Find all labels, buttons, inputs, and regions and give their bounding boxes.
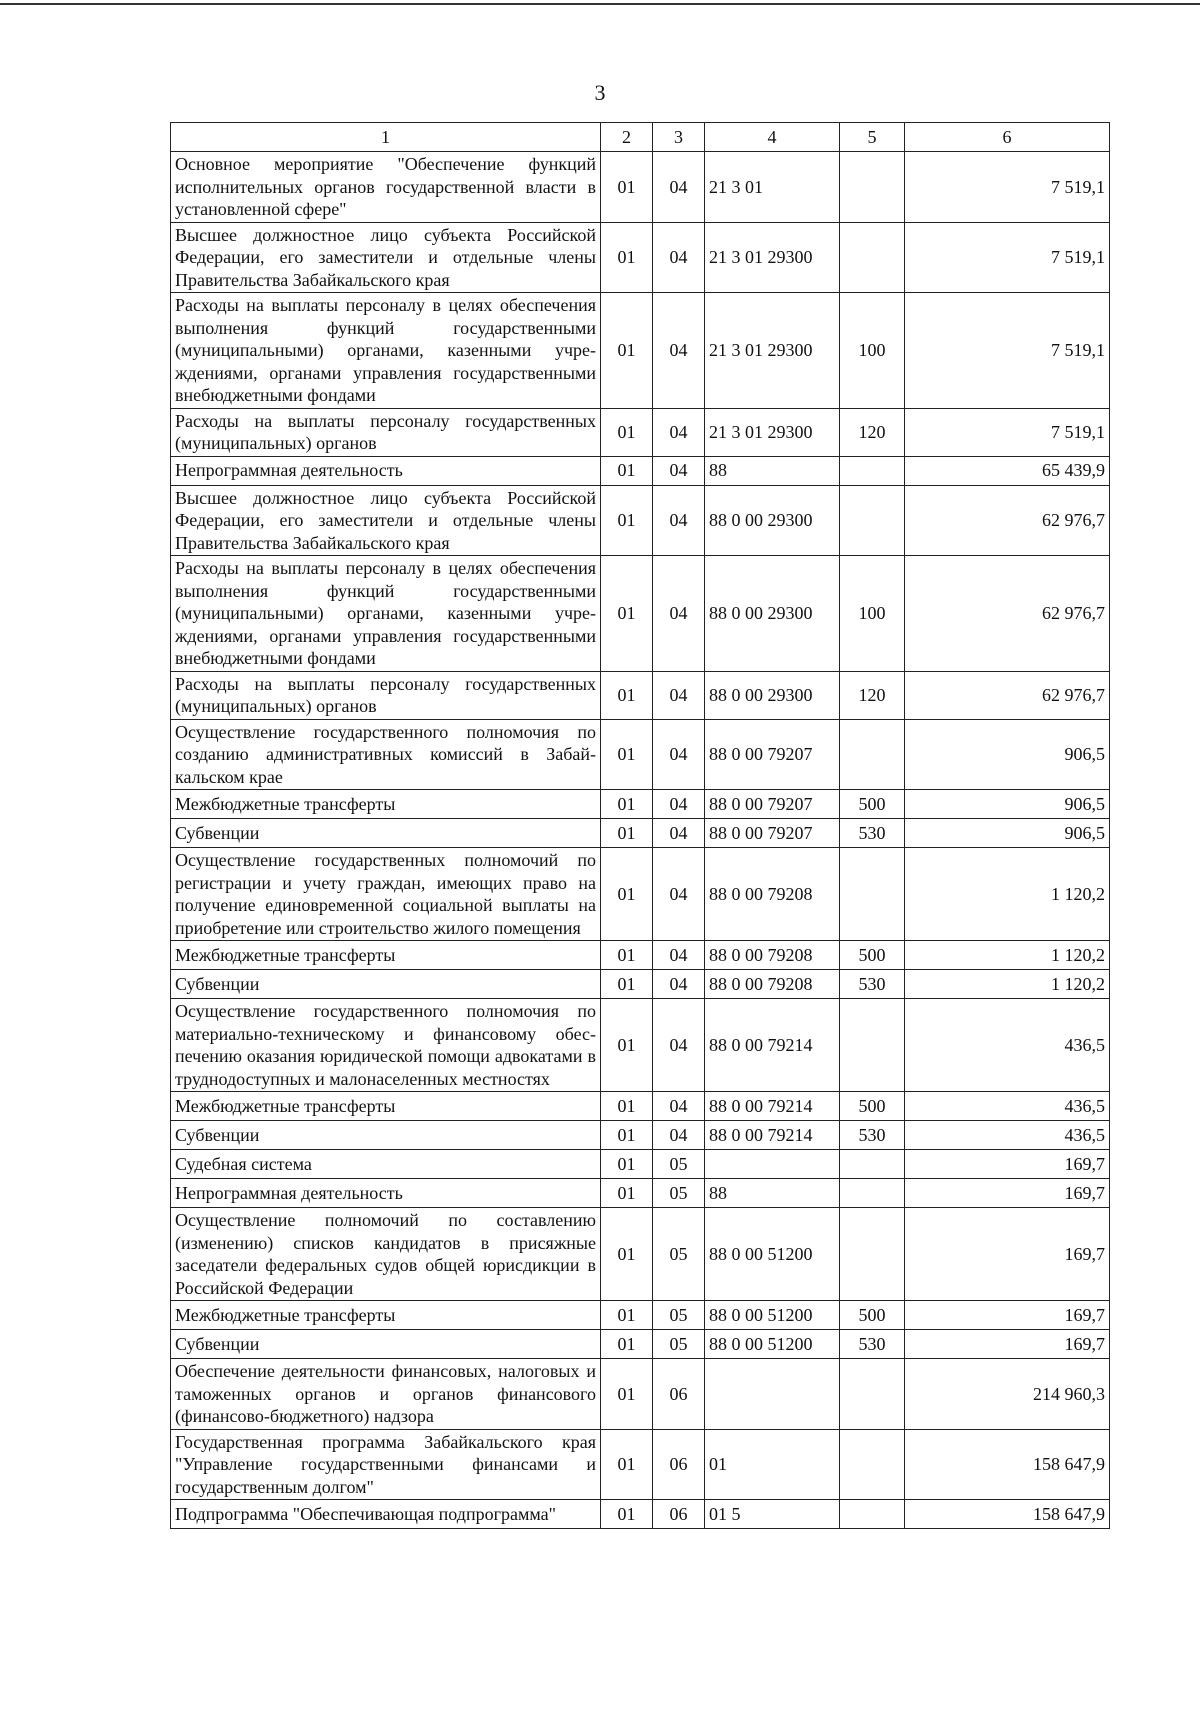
target-article-cell: 88 0 00 79207 bbox=[705, 790, 840, 819]
expense-type-cell bbox=[840, 1208, 905, 1301]
amount-cell: 169,7 bbox=[905, 1150, 1110, 1179]
section-cell: 01 bbox=[601, 1121, 653, 1150]
subsection-cell: 04 bbox=[653, 970, 705, 999]
section-cell: 01 bbox=[601, 1429, 653, 1500]
table-row bbox=[171, 1359, 1110, 1430]
subsection-cell: 06 bbox=[653, 1500, 705, 1529]
table-row bbox=[171, 999, 1110, 1092]
row-name-cell: Субвенции bbox=[171, 1330, 601, 1359]
subsection-cell: 04 bbox=[653, 719, 705, 790]
section-cell: 01 bbox=[601, 941, 653, 970]
table-row bbox=[171, 1092, 1110, 1121]
section-cell: 01 bbox=[601, 671, 653, 719]
expense-type-cell: 500 bbox=[840, 790, 905, 819]
section-cell: 01 bbox=[601, 1359, 653, 1430]
column-header-3: 3 bbox=[653, 123, 705, 152]
section-cell: 01 bbox=[601, 1092, 653, 1121]
section-cell: 01 bbox=[601, 1150, 653, 1179]
row-name-cell: Субвенции bbox=[171, 970, 601, 999]
table-row bbox=[171, 719, 1110, 790]
table-row bbox=[171, 222, 1110, 293]
row-name-cell: Основное мероприятие "Обеспечение функций исполнительных органов государственной власти в установленной сфере" bbox=[171, 152, 601, 223]
amount-cell: 436,5 bbox=[905, 999, 1110, 1092]
expense-type-cell bbox=[840, 456, 905, 485]
target-article-cell: 88 0 00 79207 bbox=[705, 819, 840, 848]
target-article-cell: 21 3 01 bbox=[705, 152, 840, 223]
target-article-cell: 88 0 00 29300 bbox=[705, 671, 840, 719]
section-cell: 01 bbox=[601, 152, 653, 223]
expense-type-cell: 530 bbox=[840, 970, 905, 999]
section-cell: 01 bbox=[601, 293, 653, 409]
row-name-cell: Осуществление государственного полномочия по созданию административных комиссий в Забайкальском крае bbox=[171, 719, 601, 790]
amount-cell: 158 647,9 bbox=[905, 1500, 1110, 1529]
row-name-cell: Высшее должностное лицо субъекта Российской Федерации, его заместители и отдельные члены Правительства Забайкальского края bbox=[171, 485, 601, 556]
column-header-5: 5 bbox=[840, 123, 905, 152]
expense-type-cell bbox=[840, 485, 905, 556]
table-row bbox=[171, 556, 1110, 672]
subsection-cell: 04 bbox=[653, 819, 705, 848]
row-name-cell: Межбюджетные трансферты bbox=[171, 1092, 601, 1121]
section-cell: 01 bbox=[601, 999, 653, 1092]
page-number: 3 bbox=[594, 80, 606, 105]
amount-cell: 214 960,3 bbox=[905, 1359, 1110, 1430]
table-row bbox=[171, 485, 1110, 556]
subsection-cell: 04 bbox=[653, 485, 705, 556]
target-article-cell: 88 bbox=[705, 456, 840, 485]
subsection-cell: 04 bbox=[653, 456, 705, 485]
section-cell: 01 bbox=[601, 1179, 653, 1208]
section-cell: 01 bbox=[601, 1208, 653, 1301]
section-cell: 01 bbox=[601, 1500, 653, 1529]
row-name-cell: Непрограммная деятельность bbox=[171, 456, 601, 485]
expense-type-cell: 530 bbox=[840, 1330, 905, 1359]
expense-type-cell bbox=[840, 1150, 905, 1179]
table-row bbox=[171, 671, 1110, 719]
amount-cell: 7 519,1 bbox=[905, 408, 1110, 456]
amount-cell: 906,5 bbox=[905, 819, 1110, 848]
subsection-cell: 04 bbox=[653, 848, 705, 941]
subsection-cell: 05 bbox=[653, 1179, 705, 1208]
amount-cell: 62 976,7 bbox=[905, 485, 1110, 556]
column-header-6: 6 bbox=[905, 123, 1110, 152]
row-name-cell: Осуществление государственного полномочия по материально-техническому и финансовому обеспечению оказания юридической помощи адвокатами в труднодоступных и малонаселенных местностях bbox=[171, 999, 601, 1092]
subsection-cell: 04 bbox=[653, 222, 705, 293]
subsection-cell: 04 bbox=[653, 1092, 705, 1121]
target-article-cell: 88 0 00 29300 bbox=[705, 556, 840, 672]
expense-type-cell bbox=[840, 152, 905, 223]
expense-type-cell: 120 bbox=[840, 671, 905, 719]
amount-cell: 906,5 bbox=[905, 790, 1110, 819]
subsection-cell: 04 bbox=[653, 671, 705, 719]
target-article-cell: 88 0 00 79214 bbox=[705, 1121, 840, 1150]
expense-type-cell: 500 bbox=[840, 1092, 905, 1121]
row-name-cell: Межбюджетные трансферты bbox=[171, 941, 601, 970]
section-cell: 01 bbox=[601, 1330, 653, 1359]
header-row bbox=[171, 123, 1110, 152]
expense-type-cell: 100 bbox=[840, 556, 905, 672]
expense-type-cell bbox=[840, 222, 905, 293]
scan-top-edge bbox=[0, 3, 1200, 5]
target-article-cell: 88 0 00 79208 bbox=[705, 970, 840, 999]
table-row bbox=[171, 1330, 1110, 1359]
amount-cell: 436,5 bbox=[905, 1121, 1110, 1150]
target-article-cell: 88 0 00 79214 bbox=[705, 999, 840, 1092]
table-row bbox=[171, 1500, 1110, 1529]
target-article-cell bbox=[705, 1359, 840, 1430]
target-article-cell: 88 0 00 79208 bbox=[705, 848, 840, 941]
amount-cell: 7 519,1 bbox=[905, 293, 1110, 409]
table-row bbox=[171, 408, 1110, 456]
expense-type-cell bbox=[840, 1429, 905, 1500]
section-cell: 01 bbox=[601, 485, 653, 556]
target-article-cell: 88 0 00 51200 bbox=[705, 1301, 840, 1330]
section-cell: 01 bbox=[601, 719, 653, 790]
row-name-cell: Субвенции bbox=[171, 819, 601, 848]
section-cell: 01 bbox=[601, 556, 653, 672]
subsection-cell: 05 bbox=[653, 1208, 705, 1301]
amount-cell: 1 120,2 bbox=[905, 848, 1110, 941]
section-cell: 01 bbox=[601, 222, 653, 293]
row-name-cell: Непрограммная деятельность bbox=[171, 1179, 601, 1208]
table-row bbox=[171, 1121, 1110, 1150]
target-article-cell: 21 3 01 29300 bbox=[705, 293, 840, 409]
subsection-cell: 04 bbox=[653, 293, 705, 409]
expense-type-cell: 500 bbox=[840, 1301, 905, 1330]
section-cell: 01 bbox=[601, 456, 653, 485]
table-row bbox=[171, 152, 1110, 223]
amount-cell: 169,7 bbox=[905, 1301, 1110, 1330]
amount-cell: 158 647,9 bbox=[905, 1429, 1110, 1500]
subsection-cell: 06 bbox=[653, 1359, 705, 1430]
target-article-cell: 88 bbox=[705, 1179, 840, 1208]
row-name-cell: Высшее должностное лицо субъекта Российской Федерации, его заместители и отдельные члены Правительства Забайкальского края bbox=[171, 222, 601, 293]
target-article-cell: 88 0 00 29300 bbox=[705, 485, 840, 556]
table-row bbox=[171, 1301, 1110, 1330]
expense-type-cell: 100 bbox=[840, 293, 905, 409]
expense-type-cell bbox=[840, 1500, 905, 1529]
row-name-cell: Субвенции bbox=[171, 1121, 601, 1150]
target-article-cell: 88 0 00 51200 bbox=[705, 1330, 840, 1359]
table-row bbox=[171, 456, 1110, 485]
amount-cell: 7 519,1 bbox=[905, 152, 1110, 223]
subsection-cell: 04 bbox=[653, 556, 705, 672]
section-cell: 01 bbox=[601, 408, 653, 456]
amount-cell: 169,7 bbox=[905, 1330, 1110, 1359]
expense-type-cell: 530 bbox=[840, 819, 905, 848]
row-name-cell: Расходы на выплаты персоналу государственных (муниципальных) органов bbox=[171, 408, 601, 456]
row-name-cell: Межбюджетные трансферты bbox=[171, 1301, 601, 1330]
column-header-1: 1 bbox=[171, 123, 601, 152]
section-cell: 01 bbox=[601, 1301, 653, 1330]
row-name-cell: Расходы на выплаты персоналу государственных (муниципальных) органов bbox=[171, 671, 601, 719]
row-name-cell: Судебная система bbox=[171, 1150, 601, 1179]
table-row bbox=[171, 819, 1110, 848]
expense-type-cell bbox=[840, 1359, 905, 1430]
table-row bbox=[171, 848, 1110, 941]
target-article-cell: 88 0 00 51200 bbox=[705, 1208, 840, 1301]
amount-cell: 1 120,2 bbox=[905, 970, 1110, 999]
subsection-cell: 04 bbox=[653, 152, 705, 223]
row-name-cell: Межбюджетные трансферты bbox=[171, 790, 601, 819]
row-name-cell: Осуществление полномочий по составлению (изменению) списков кандидатов в присяжные заседатели федеральных судов общей юрисдикции в Российской Федерации bbox=[171, 1208, 601, 1301]
target-article-cell: 21 3 01 29300 bbox=[705, 222, 840, 293]
amount-cell: 62 976,7 bbox=[905, 671, 1110, 719]
expense-type-cell: 120 bbox=[840, 408, 905, 456]
row-name-cell: Государственная программа Забайкальского края "Управление государственными финансами и государственным долгом" bbox=[171, 1429, 601, 1500]
section-cell: 01 bbox=[601, 848, 653, 941]
table-row bbox=[171, 970, 1110, 999]
table-row bbox=[171, 293, 1110, 409]
row-name-cell: Подпрограмма "Обеспечивающая подпрограмма" bbox=[171, 1500, 601, 1529]
table-row bbox=[171, 941, 1110, 970]
amount-cell: 169,7 bbox=[905, 1208, 1110, 1301]
row-name-cell: Расходы на выплаты персоналу в целях обеспечения выполнения функций государственными (муниципальными) органами, казенными учреждениями, органами управления государственными внебюджетными фондами bbox=[171, 293, 601, 409]
amount-cell: 169,7 bbox=[905, 1179, 1110, 1208]
column-header-2: 2 bbox=[601, 123, 653, 152]
column-header-4: 4 bbox=[705, 123, 840, 152]
expense-type-cell: 500 bbox=[840, 941, 905, 970]
expense-type-cell: 530 bbox=[840, 1121, 905, 1150]
table-row bbox=[171, 790, 1110, 819]
expense-type-cell bbox=[840, 848, 905, 941]
subsection-cell: 04 bbox=[653, 999, 705, 1092]
subsection-cell: 06 bbox=[653, 1429, 705, 1500]
target-article-cell: 21 3 01 29300 bbox=[705, 408, 840, 456]
subsection-cell: 05 bbox=[653, 1150, 705, 1179]
table-row bbox=[171, 1179, 1110, 1208]
amount-cell: 436,5 bbox=[905, 1092, 1110, 1121]
target-article-cell: 88 0 00 79208 bbox=[705, 941, 840, 970]
row-name-cell: Расходы на выплаты персоналу в целях обеспечения выполнения функций государственными (муниципальными) органами, казенными учреждениями, органами управления государственными внебюджетными фондами bbox=[171, 556, 601, 672]
target-article-cell: 88 0 00 79214 bbox=[705, 1092, 840, 1121]
section-cell: 01 bbox=[601, 790, 653, 819]
amount-cell: 65 439,9 bbox=[905, 456, 1110, 485]
target-article-cell bbox=[705, 1150, 840, 1179]
target-article-cell: 01 5 bbox=[705, 1500, 840, 1529]
section-cell: 01 bbox=[601, 819, 653, 848]
expense-type-cell bbox=[840, 1179, 905, 1208]
subsection-cell: 05 bbox=[653, 1330, 705, 1359]
amount-cell: 62 976,7 bbox=[905, 556, 1110, 672]
subsection-cell: 04 bbox=[653, 790, 705, 819]
table-row bbox=[171, 1208, 1110, 1301]
subsection-cell: 04 bbox=[653, 408, 705, 456]
subsection-cell: 04 bbox=[653, 1121, 705, 1150]
section-cell: 01 bbox=[601, 970, 653, 999]
subsection-cell: 05 bbox=[653, 1301, 705, 1330]
row-name-cell: Обеспечение деятельности финансовых, налоговых и таможенных органов и органов финансового (финансово-бюджетного) надзора bbox=[171, 1359, 601, 1430]
expense-type-cell bbox=[840, 999, 905, 1092]
amount-cell: 1 120,2 bbox=[905, 941, 1110, 970]
table-row bbox=[171, 1150, 1110, 1179]
row-name-cell: Осуществление государственных полномочий по регистрации и учету граждан, имеющих право на получение единовременной социальной выплаты на приобретение или строительство жилого помещения bbox=[171, 848, 601, 941]
expense-type-cell bbox=[840, 719, 905, 790]
target-article-cell: 01 bbox=[705, 1429, 840, 1500]
table-row bbox=[171, 1429, 1110, 1500]
target-article-cell: 88 0 00 79207 bbox=[705, 719, 840, 790]
budget-table bbox=[170, 122, 1110, 1529]
amount-cell: 906,5 bbox=[905, 719, 1110, 790]
amount-cell: 7 519,1 bbox=[905, 222, 1110, 293]
subsection-cell: 04 bbox=[653, 941, 705, 970]
